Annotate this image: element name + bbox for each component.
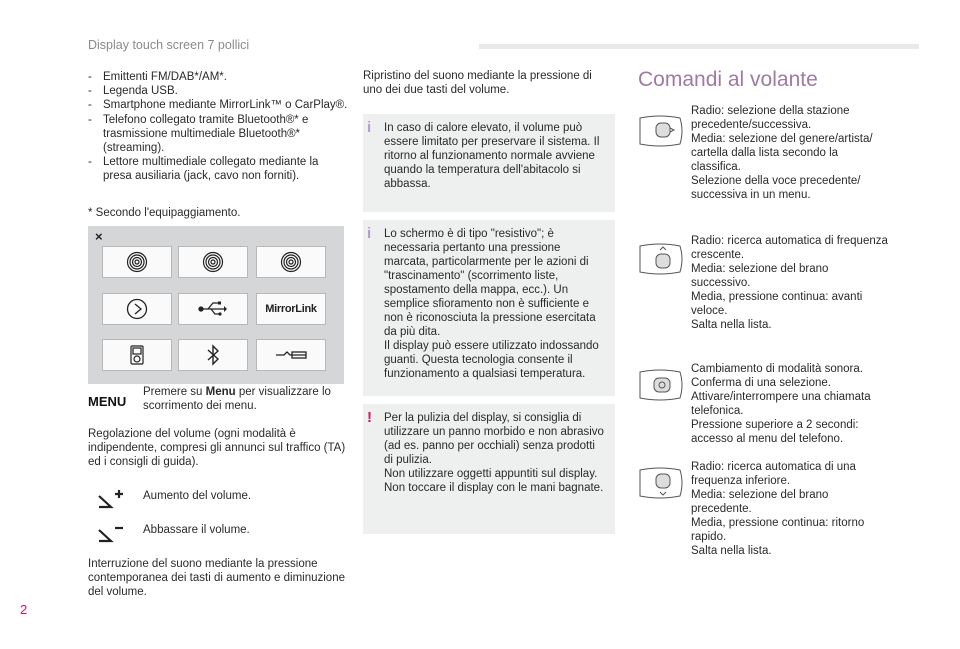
play-icon [126,298,148,320]
close-icon[interactable]: × [95,229,103,244]
sources-list [88,70,350,184]
mirrorlink-tile[interactable] [256,293,326,325]
radio-am-tile[interactable] [256,246,326,278]
ipod-icon [130,345,144,365]
steering-line: Attivare/interrompere una chiamata telefonica. [691,391,871,417]
cleaning-warning-text: Per la pulizia del display, si consiglia di utilizzare un panno morbido e non abrasivo (ad es. panno per occhiali) senza prodotti di pulizia. [384,412,604,466]
steering-item-3 [691,362,891,446]
radio-icon [126,251,148,273]
steering-item-4 [691,460,891,558]
jack-icon [274,348,308,362]
steering-line: Media: selezione del genere/artista/ cartella dalla lista secondo la classifica. [691,133,873,173]
volume-mute-text: Interruzione del suono mediante la pressione contemporanea dei tasti di aumento e diminuzione del volume. [88,558,345,598]
steering-line: Conferma di una selezione. [691,377,831,389]
page-number: 2 [20,602,28,617]
menu-text-bold: Menu [205,386,236,398]
menu-text-prefix: Premere su [143,386,206,398]
resistive-note-text-2: Il display può essere utilizzato indossando guanti. Questa tecnologia consente il funzionamento a qualsiasi temperatura. [384,340,599,380]
ipod-tile[interactable] [102,339,172,371]
heat-note [363,114,615,212]
volume-restore-text: Ripristino del suono mediante la pressione di uno dei due tasti del volume. [363,70,592,96]
bluetooth-icon [206,344,220,366]
steering-line: Pressione superiore a 2 secondi: accesso al menu del telefono. [691,419,859,445]
steering-line: Radio: ricerca automatica di frequenza crescente. [691,235,888,261]
cleaning-warning [363,404,615,534]
volume-up-text: Aumento del volume. [143,490,252,502]
menu-button-label: MENU [88,394,127,409]
volume-intro: Regolazione del volume (ogni modalità è indipendente, compresi gli annunci sul traffico (TA) ed i consigli di guida). [88,428,346,468]
section-title: Comandi al volante [638,68,818,91]
resistive-note [363,220,615,396]
steering-wheel-control-icon [636,242,684,276]
list-item: - Legenda USB. [88,84,350,98]
steering-line: Salta nella lista. [691,319,772,331]
steering-item-2 [691,234,891,332]
usb-icon [198,300,228,318]
aux-tile[interactable] [256,339,326,371]
steering-line: Salta nella lista. [691,545,772,557]
steering-wheel-control-icon [636,466,684,500]
radio-icon [280,251,302,273]
volume-down-icon [96,522,124,548]
footnote: * Secondo l'equipaggiamento. [88,207,241,219]
media-tile[interactable] [102,293,172,325]
cleaning-warning-text-2: Non utilizzare oggetti appuntiti sul display. Non toccare il display con le mani bagnate. [384,468,604,494]
radio-dab-tile[interactable] [178,246,248,278]
header-rule [479,44,919,49]
volume-down-text: Abbassare il volume. [143,524,250,536]
radio-fm-tile[interactable] [102,246,172,278]
resistive-note-text: Lo schermo è di tipo "resistivo"; è necessaria pertanto una pressione marcata, particolarmente per le azioni di "trascinamento" (scorrimento liste, spostamento della mappa, ecc.). Un semplice sfioramento non è sufficiente e non è riconosciuta la pressione esercitata da più dita. [384,228,596,338]
heat-note-text: In caso di calore elevato, il volume può essere limitato per preservare il sistema. Il ritorno al funzionamento normale avviene quando la temperatura dell'abitacolo si abbassa. [384,122,600,190]
info-icon: i [367,119,372,136]
menu-text-suffix: per visualizzare lo scorrimento dei menu. [143,386,331,412]
warning-icon: ! [367,409,372,426]
radio-icon [202,251,224,273]
list-item: - Lettore multimediale collegato mediante la presa ausiliaria (jack, cavo non forniti). [88,155,350,183]
volume-up-icon [96,488,124,514]
usb-tile[interactable] [178,293,248,325]
steering-line: Radio: ricerca automatica di una frequenza inferiore. [691,461,856,487]
steering-item-1 [691,104,891,202]
info-icon: i [367,225,372,242]
steering-line: Media, pressione continua: avanti veloce. [691,291,863,317]
list-item: - Emittenti FM/DAB*/AM*. [88,70,350,84]
steering-wheel-control-icon [636,114,684,148]
steering-line: Media: selezione del brano precedente. [691,489,829,515]
list-item: - Telefono collegato tramite Bluetooth®* e trasmissione multimediale Bluetooth®* (streaming). [88,113,350,156]
menu-description [143,385,343,413]
steering-wheel-control-icon [636,368,684,402]
steering-line: Media: selezione del brano successivo. [691,263,829,289]
page-header: Display touch screen 7 pollici [88,38,250,52]
steering-line: Media, pressione continua: ritorno rapido. [691,517,865,543]
list-item: - Smartphone mediante MirrorLink™ o CarPlay®. [88,98,350,112]
steering-line: Cambiamento di modalità sonora. [691,363,863,375]
bluetooth-tile[interactable] [178,339,248,371]
steering-line: Radio: selezione della stazione precedente/successiva. [691,105,850,131]
steering-line: Selezione della voce precedente/ successiva in un menu. [691,175,861,201]
mirrorlink-logo: MirrorLink [265,303,317,315]
